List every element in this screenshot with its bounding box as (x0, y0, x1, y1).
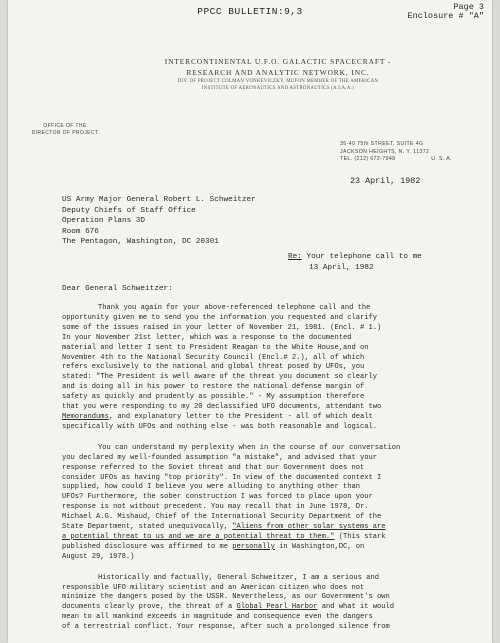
address-city: JACKSON HEIGHTS, N. Y. 11372 (340, 148, 430, 155)
underlined-memorandums: Memorandums (62, 412, 109, 421)
address-tel: TEL. (212) 672-7948 (340, 156, 396, 162)
recipient-line: Operation Plans 3D (62, 217, 146, 225)
letterhead (88, 56, 468, 92)
letter-body (62, 304, 462, 643)
paragraph-3: Historically and factually, General Schweitzer, I am a serious and responsible UFO military scientist and an American citizen who does not minimize the dangers posed by the USSR. Nevertheless, as our Government's own documents clearly prove, the threat of a Global Pearl Harbor and what it would mean to all mankind exceeds in magnitude and consequence even the dangers of a terrestrial conflict. Your response, after such a prolonged silence from (62, 573, 395, 632)
org-name-line2: RESEARCH AND ANALYTIC NETWORK, INC. (186, 68, 370, 77)
office-line1: OFFICE OF THE (43, 123, 87, 129)
underlined-personally: personally (232, 542, 275, 551)
address-phone-row (340, 156, 452, 164)
underlined-quote: "Aliens from other solar systems are a potential threat to us and we are a potential threat to them." (62, 523, 386, 541)
recipient-block (62, 195, 256, 248)
bulletin-title: PPCC BULLETIN:9,3 (197, 6, 303, 17)
re-line1: Your telephone call to me (306, 253, 422, 261)
office-label (24, 123, 106, 136)
enclosure-label: Enclosure # "A" (407, 11, 484, 21)
address-street: 35-40 75th STREET, SUITE 4G (340, 141, 424, 147)
recipient-line: Room 676 (62, 227, 99, 236)
affiliation-line2: INSTITUTE OF AERONAUTICS AND ASTRONAUTICS (A.I.A.A.) (201, 86, 355, 91)
re-line2: 13 April, 1982 (309, 263, 374, 272)
subject-reference (288, 252, 422, 273)
page-info (407, 3, 484, 21)
letter-date: 23 April, 1982 (350, 176, 421, 186)
underlined-global-pearl-harbor: Global Pearl Harbor (236, 603, 318, 612)
org-name-line1: INTERCONTINENTAL U.F.O. GALACTIC SPACECRAFT - (164, 57, 392, 66)
paragraph-2: You can understand my perplexity when in the course of our conversation you declared my well-founded assumption "a mistake", and advised that your response referred to the Soviet threat and that our Government does not consider UFOs as having "top priority". In view of the documented context I supplied, how could I believe you were alluding to anything other than UFOs? Furthermore, the sober construction I was forced to place upon your response is not without precedent. You may recall that in June 1978, Dr. Michael A.G. Mishaud, Chief of the International Security Department of the State Department, stated unequivocally, "Aliens from other solar systems are a potential threat to us and we are a potential threat to them." (This stark published disclosure was affirmed to me personally in Washington,DC, on August 29, 1978.) (62, 443, 401, 561)
letter-page (8, 0, 492, 643)
re-label: Re: (288, 253, 302, 261)
page-number: Page 3 (453, 2, 484, 12)
affiliation-line1: DIV. OF PROJECT COLMAN VONKEVICZKY, MUFON MEMBER OF THE AMERICAN (177, 79, 379, 84)
salutation: Dear General Schweitzer: (62, 285, 173, 293)
address-country: U. S. A. (431, 156, 452, 162)
address-block (340, 141, 452, 164)
paragraph-1: Thank you again for your above-referenced telephone call and the opportunity given me to send you the information you requested and clarify some of the issues raised in your letter of November 21, 1981. (Encl. # 1.) In your November 21st letter, which was a response to the documented material and letter I sent to President Reagan to the White House,and on November 4th to the National Security Council (Encl.# 2.), all of which refers exclusively to the national and global threat posed by UFOs, you stated: "The President is well aware of the threat you document so clearly and is doing all in his power to restore the national defense margin of safety as quickly and prudently as possible." - My assumption therefore that you were responding to my 20 declassified UFO documents, attendant two Memorandums, and explanatory letter to the President - all of which dealt specifically with UFOs and nothing else - was both reasonable and logical. (62, 304, 382, 431)
recipient-line: US Army Major General Robert L. Schweitzer (62, 196, 256, 204)
recipient-line: The Pentagon, Washington, DC 20301 (62, 238, 219, 246)
office-line2: DIRECTOR OF PROJECT (31, 129, 99, 136)
recipient-line: Deputy Chiefs of Staff Office (62, 206, 196, 215)
